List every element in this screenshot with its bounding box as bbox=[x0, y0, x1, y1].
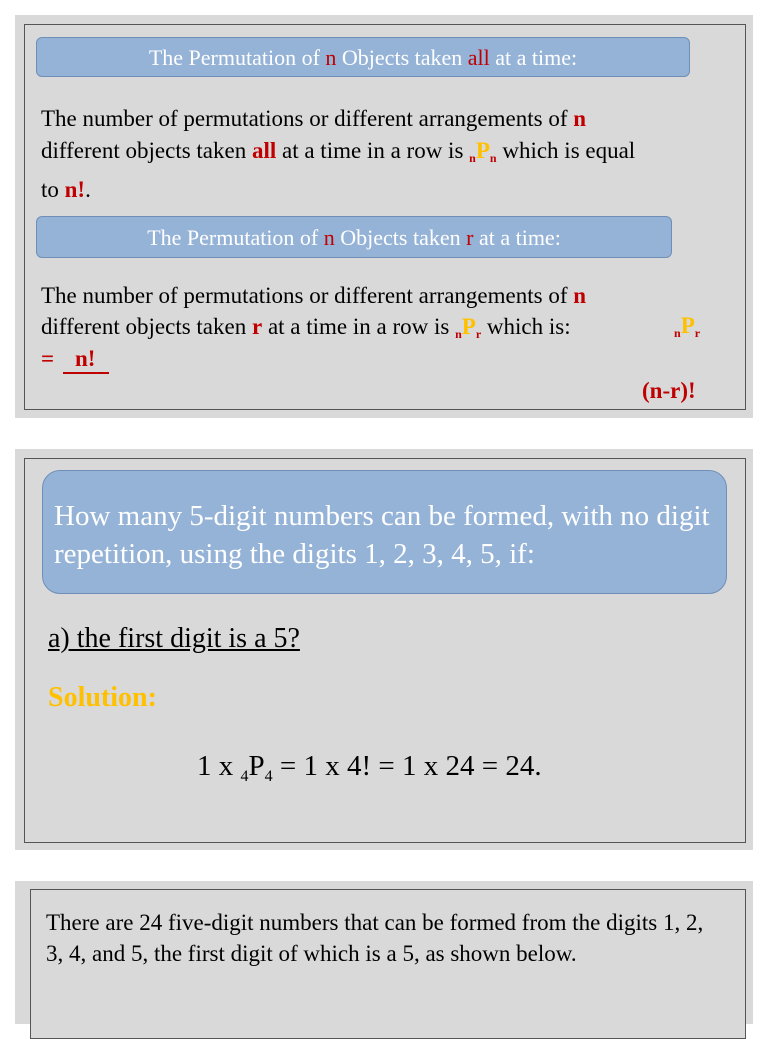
para-line bbox=[41, 174, 731, 206]
paragraph-permutation-r bbox=[41, 280, 731, 350]
sub-r: r bbox=[694, 326, 701, 340]
symbol-P: P bbox=[475, 138, 490, 163]
question-text: How many 5-digit numbers can be formed, with no digit repetition, using the digits 1, 2, 3, 4, 5, if: bbox=[54, 500, 710, 570]
para-text: different objects taken bbox=[41, 314, 252, 339]
para-text: to bbox=[41, 177, 65, 202]
solution-label bbox=[48, 682, 157, 714]
symbol-r: r bbox=[251, 314, 263, 339]
para-text: The number of permutations or different arrangements of bbox=[41, 106, 574, 131]
equals-sign: = bbox=[41, 346, 55, 371]
eq-sub: 4 bbox=[264, 768, 273, 785]
sub-r: r bbox=[475, 327, 482, 341]
sub-n: n bbox=[455, 327, 462, 341]
solution-label-text: Solution: bbox=[48, 682, 157, 713]
banner-n: n bbox=[323, 225, 335, 250]
banner-text: at a time: bbox=[489, 45, 578, 70]
symbol-n: n bbox=[573, 106, 587, 131]
eq-text: = 1 x 4! = 1 x 24 = 24. bbox=[272, 750, 542, 782]
n-factorial: n! bbox=[64, 177, 86, 202]
para-text: . bbox=[85, 177, 91, 202]
explanation-text bbox=[46, 907, 706, 969]
formula-denominator bbox=[642, 378, 696, 404]
banner-permutation-r bbox=[36, 216, 672, 258]
slide-explanation bbox=[15, 881, 753, 1024]
formula-numerator bbox=[63, 346, 109, 374]
part-a-heading bbox=[48, 623, 300, 655]
sub-n: n bbox=[469, 151, 476, 165]
formula-npr-symbol bbox=[674, 313, 700, 341]
banner-text: Objects taken bbox=[334, 225, 467, 250]
symbol-P: P bbox=[680, 313, 695, 338]
para-line bbox=[41, 311, 731, 350]
banner-text: Objects taken bbox=[336, 45, 468, 70]
banner-text: at a time: bbox=[473, 225, 561, 250]
banner-text: The Permutation of bbox=[147, 225, 324, 250]
para-text: which is equal bbox=[496, 138, 636, 163]
denominator-n-minus-r-factorial: (n-r)! bbox=[642, 378, 696, 403]
para-text: at a time in a row is bbox=[276, 138, 470, 163]
para-text: The number of permutations or different arrangements of bbox=[41, 283, 574, 308]
word-all: all bbox=[251, 138, 277, 163]
eq-P: P bbox=[248, 750, 265, 782]
banner-n: n bbox=[325, 45, 337, 70]
banner-permutation-all bbox=[36, 37, 690, 77]
para-line bbox=[41, 135, 731, 174]
symbol-P: P bbox=[461, 314, 476, 339]
explanation-paragraph: There are 24 five-digit numbers that can be formed from the digits 1, 2, 3, 4, and 5, the first digit of which is a 5, as shown below. bbox=[46, 910, 704, 966]
para-text: different objects taken bbox=[41, 138, 252, 163]
banner-all: all bbox=[467, 45, 490, 70]
banner-text: The Permutation of bbox=[148, 45, 326, 70]
eq-sub: 4 bbox=[240, 768, 249, 785]
para-line bbox=[41, 103, 731, 135]
symbol-n: n bbox=[573, 283, 587, 308]
formula-equals bbox=[41, 346, 54, 372]
para-text: which is: bbox=[481, 314, 571, 339]
sub-n: n bbox=[489, 151, 497, 165]
para-line bbox=[41, 280, 731, 311]
solution-equation bbox=[197, 750, 542, 786]
para-text: at a time in a row is bbox=[262, 314, 456, 339]
eq-text: 1 x bbox=[197, 750, 241, 782]
banner-r: r bbox=[466, 225, 474, 250]
question-box bbox=[42, 470, 727, 594]
numerator-n-factorial: n! bbox=[75, 346, 96, 371]
slide-question-example bbox=[15, 449, 753, 850]
sub-n: n bbox=[674, 326, 681, 340]
paragraph-permutation-all bbox=[41, 103, 731, 206]
part-a-text: a) the first digit is a 5? bbox=[48, 623, 300, 654]
slide-permutation-definitions bbox=[15, 15, 753, 418]
